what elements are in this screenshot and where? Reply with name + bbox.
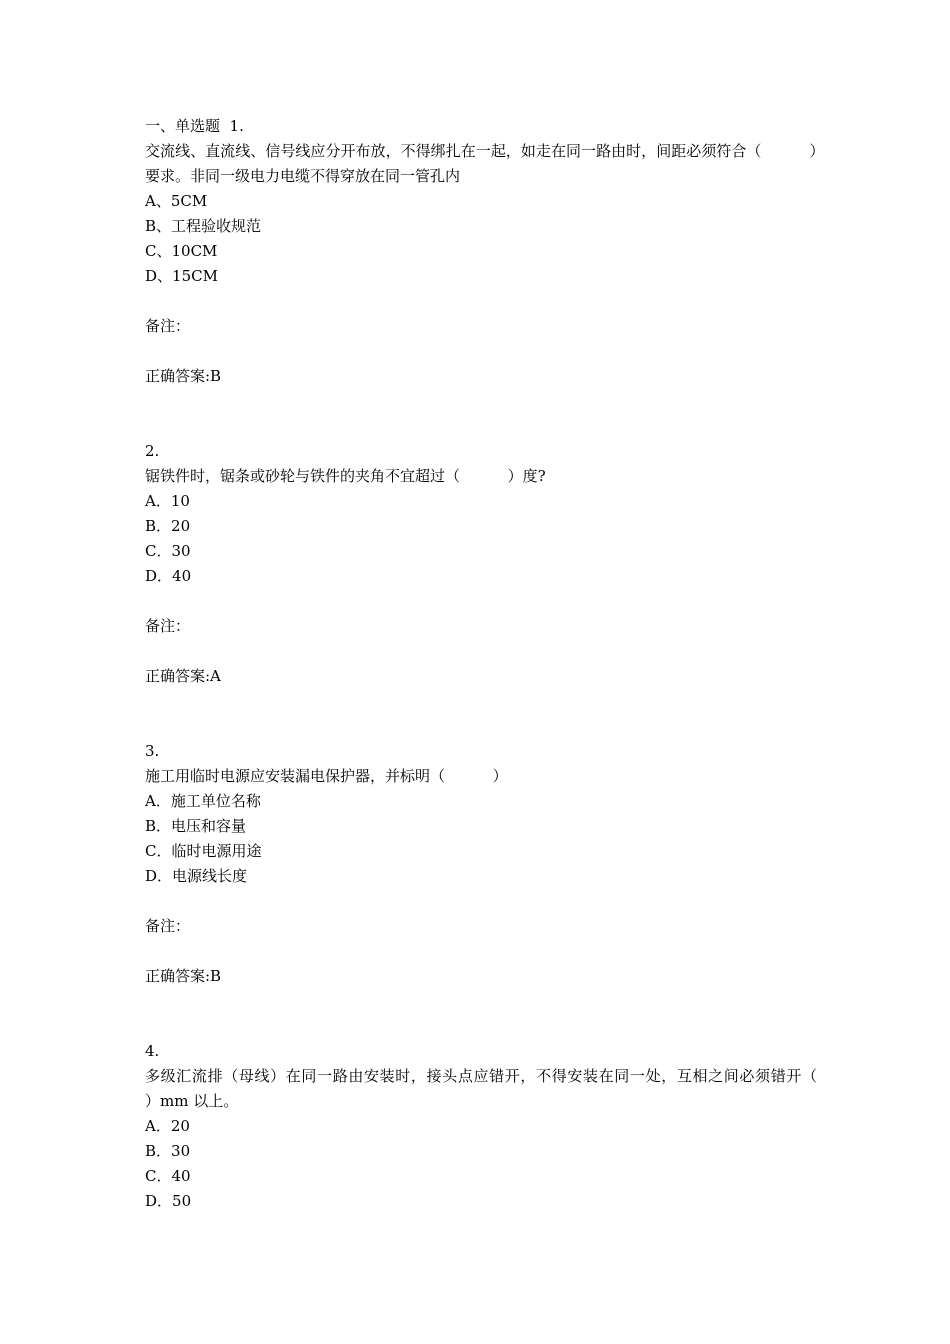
question-4-stem: 多级汇流排（母线）在同一路由安装时，接头点应错开，不得安装在同一处，互相之间必须错开（ ）mm 以上。 (145, 1067, 865, 1110)
question-3-option-c: C．临时电源用途 (145, 842, 262, 860)
question-1-header: 一、单选题 1. (145, 117, 244, 135)
question-3-option-a: A．施工单位名称 (145, 792, 261, 810)
question-1-option-c: C、10CM (145, 242, 218, 260)
question-3-option-d: D．电源线长度 (145, 867, 248, 885)
question-4-option-c: C．40 (145, 1167, 191, 1185)
question-2-option-c: C．30 (145, 542, 191, 560)
question-1-option-b: B、工程验收规范 (145, 217, 262, 235)
question-3-option-b: B．电压和容量 (145, 817, 247, 835)
question-4 (145, 1039, 865, 1214)
question-3-answer: 正确答案:B (145, 967, 222, 985)
question-3-remark: 备注： (145, 917, 191, 935)
question-1-option-d: D、15CM (145, 267, 218, 285)
question-2-option-b: B．20 (145, 517, 191, 535)
question-3-stem: 施工用临时电源应安装漏电保护器，并标明（ ） (145, 767, 508, 785)
question-1-answer: 正确答案:B (145, 367, 222, 385)
question-1-stem: 交流线、直流线、信号线应分开布放，不得绑扎在一起，如走在同一路由时，间距必须符合（ ）要求。非同一级电力电缆不得穿放在同一管孔内 (145, 142, 817, 185)
question-2-option-a: A．10 (145, 492, 190, 510)
question-2 (145, 439, 817, 689)
question-1-option-a: A、5CM (145, 192, 208, 210)
question-4-option-a: A．20 (145, 1117, 190, 1135)
question-2-stem: 锯铁件时，锯条或砂轮与铁件的夹角不宜超过（ ）度? (145, 467, 546, 485)
question-3 (145, 739, 817, 989)
question-2-answer: 正确答案:A (145, 667, 221, 685)
question-4-option-d: D．50 (145, 1192, 192, 1210)
document-page (145, 114, 865, 1214)
question-2-option-d: D．40 (145, 567, 192, 585)
question-1-remark: 备注： (145, 317, 191, 335)
question-1 (145, 114, 817, 389)
question-3-header: 3. (145, 742, 160, 760)
question-4-option-b: B．30 (145, 1142, 191, 1160)
question-4-header: 4. (145, 1042, 160, 1060)
question-2-header: 2. (145, 442, 160, 460)
question-2-remark: 备注： (145, 617, 191, 635)
